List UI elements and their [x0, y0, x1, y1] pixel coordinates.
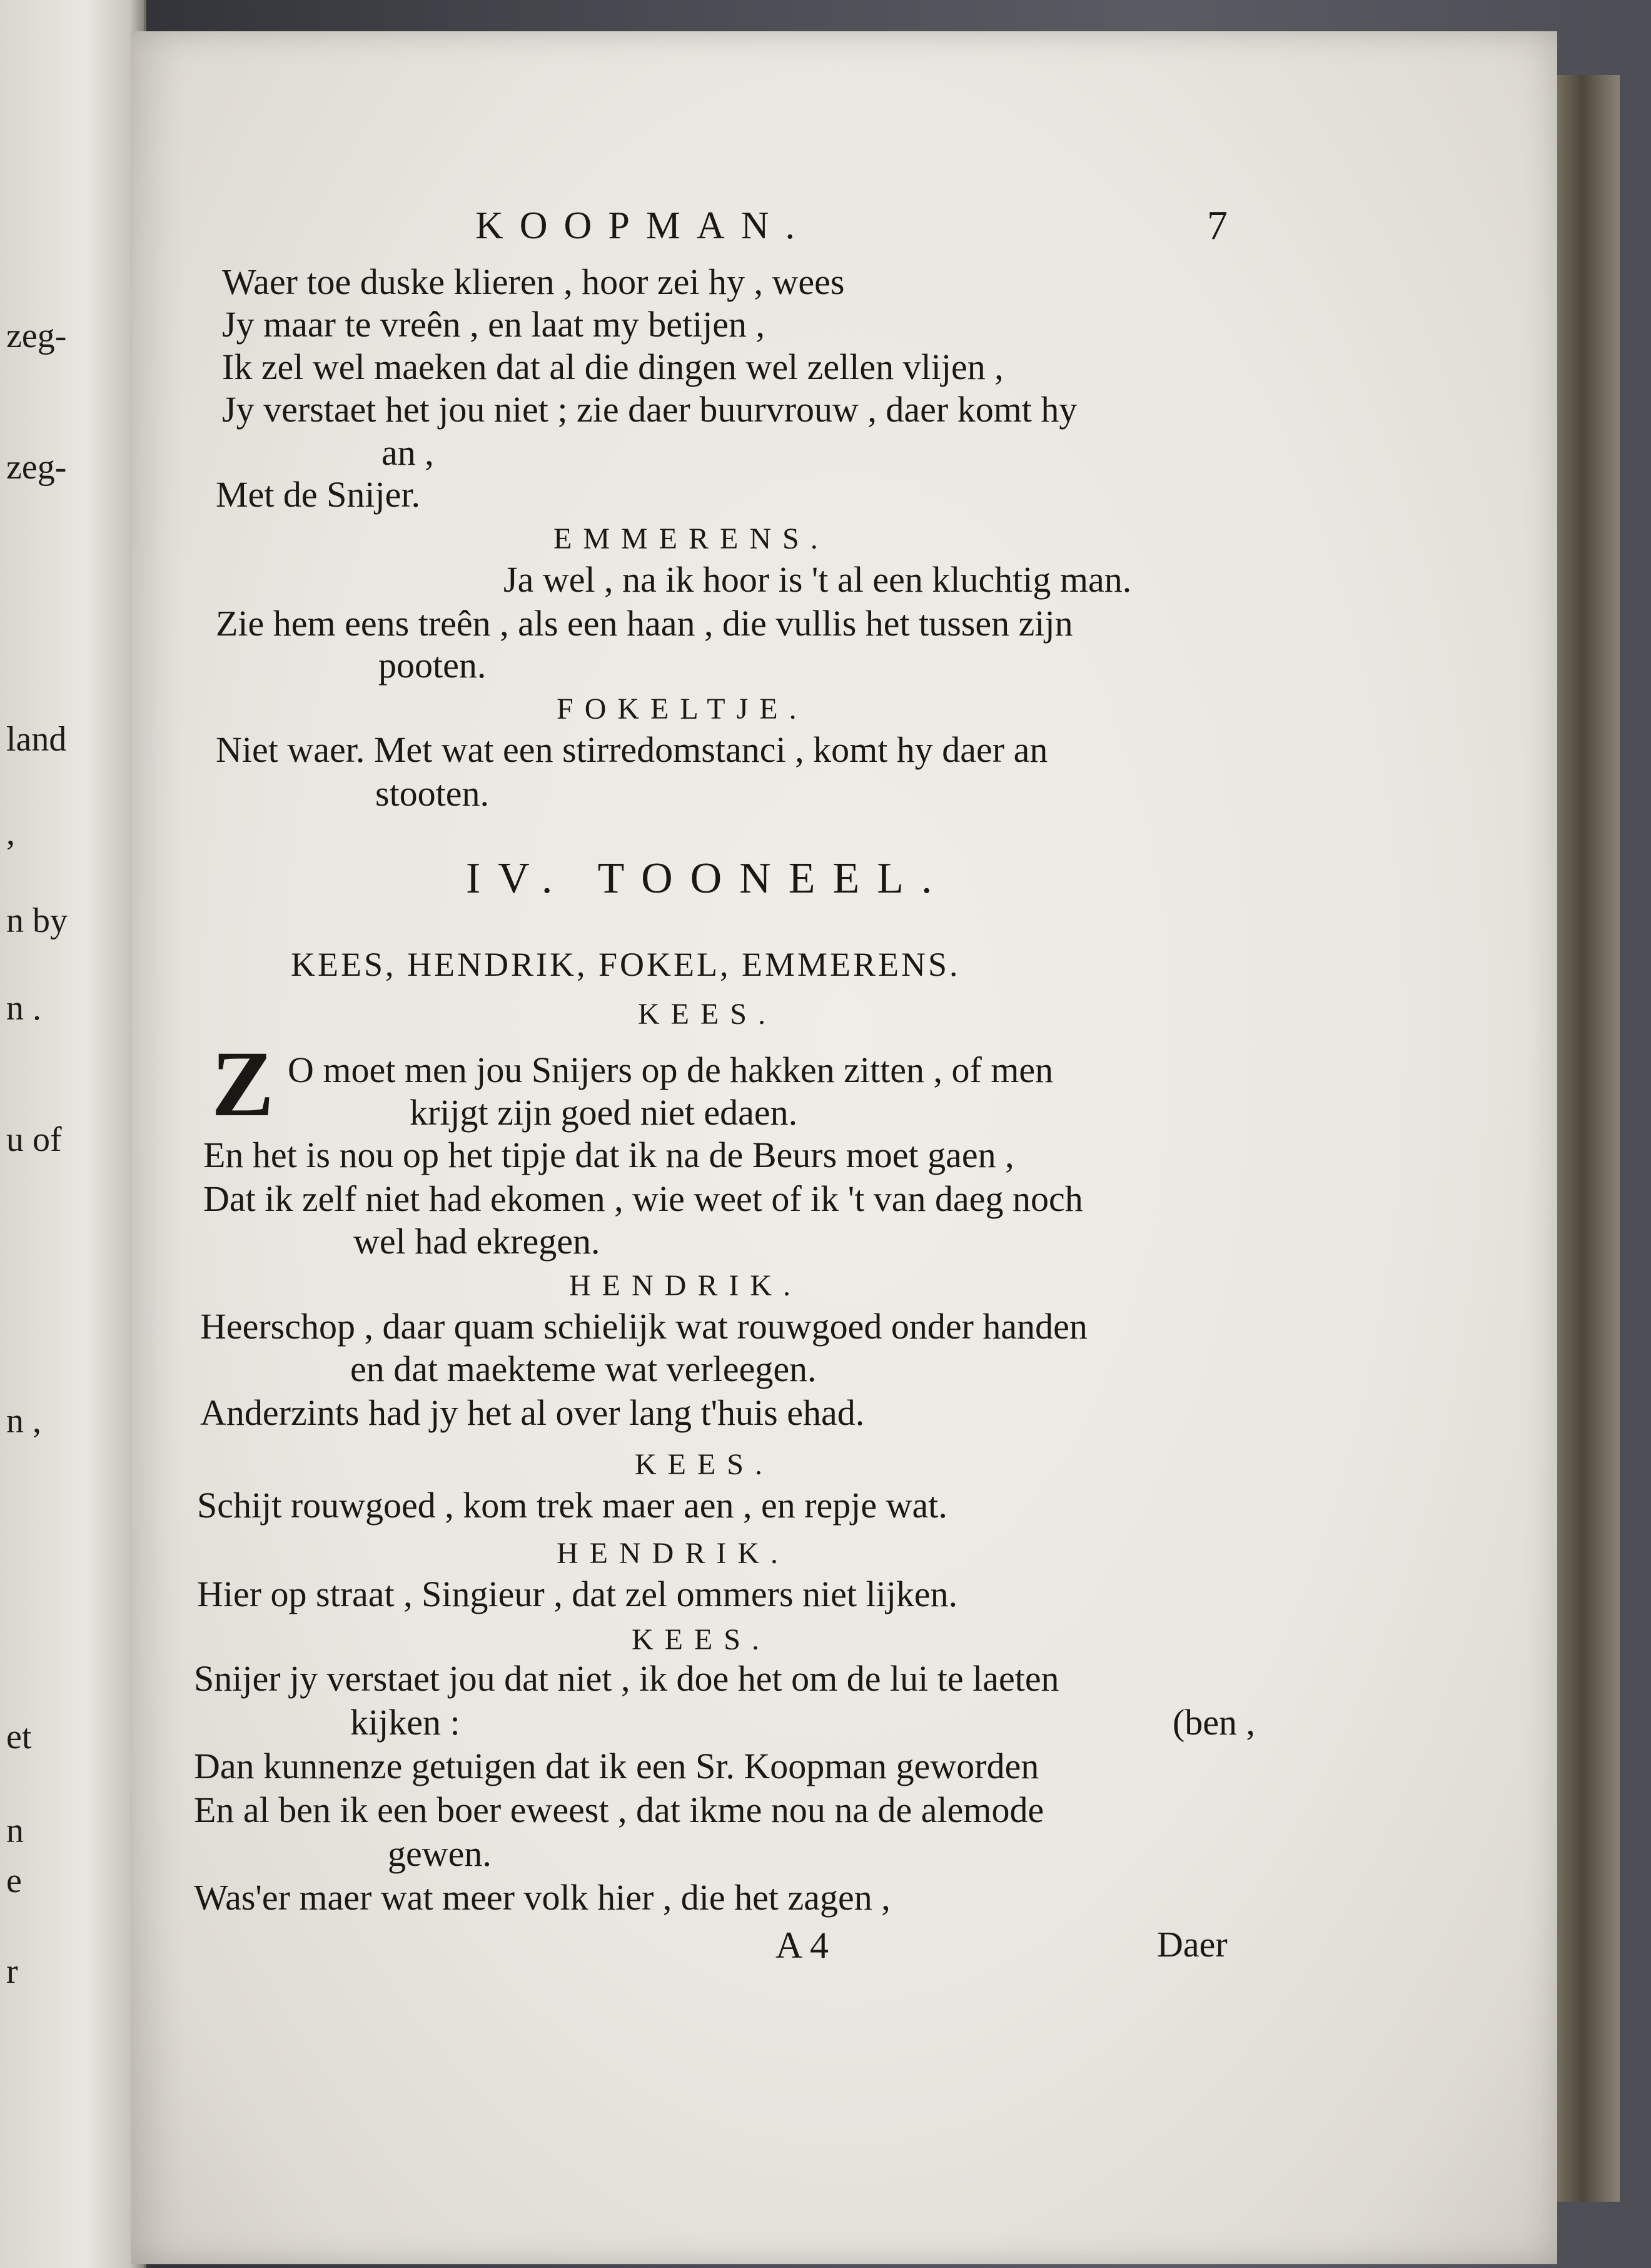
left-fragment: zeg-: [6, 448, 67, 487]
speaker-name: KEES.: [635, 1448, 774, 1481]
speaker-name: KEES.: [632, 1623, 770, 1656]
text-line: an ,: [381, 432, 434, 473]
text-line: wel had ekregen.: [353, 1221, 600, 1262]
book-page: [131, 31, 1557, 2264]
text-line: krijgt zijn goed niet edaen.: [410, 1092, 798, 1133]
text-line: Heerschop , daar quam schielijk wat rouwgoed onder handen: [200, 1306, 1088, 1347]
speaker-name: HENDRIK.: [569, 1269, 802, 1302]
text-line: Jy verstaet het jou niet ; zie daer buurvrouw , daer komt hy: [222, 389, 1078, 430]
text-line: En al ben ik een boer eweest , dat ikme nou na de alemode: [194, 1790, 1044, 1830]
text-line: Zie hem eens treên , als een haan , die vullis het tussen zijn: [216, 603, 1073, 644]
left-fragment: u of: [6, 1120, 62, 1159]
signature-mark: A 4: [775, 1925, 829, 1966]
text-line: gewen.: [388, 1833, 492, 1874]
catchword: Daer: [1157, 1924, 1228, 1965]
text-line: En het is nou op het tipje dat ik na de Beurs moet gaen ,: [203, 1135, 1014, 1175]
text-line: pooten.: [378, 645, 487, 686]
text-line: Anderzints had jy het al over lang t'huis ehad.: [200, 1392, 865, 1433]
text-line: Dan kunnenze getuigen dat ik een Sr. Koopman geworden: [194, 1746, 1039, 1786]
speaker-name: EMMERENS.: [553, 522, 829, 555]
left-fragment: n .: [6, 989, 41, 1028]
text-line: Hier op straat , Singieur , dat zel ommers niet lijken.: [197, 1574, 958, 1614]
text-line: Jy maar te vreên , en laat my betijen ,: [222, 304, 765, 345]
text-line: Was'er maer wat meer volk hier , die het zagen ,: [194, 1877, 891, 1918]
text-line: (ben ,: [1173, 1702, 1256, 1743]
left-fragment: n ,: [6, 1402, 41, 1440]
speaker-name: FOKELTJE.: [557, 692, 808, 726]
text-line: stooten.: [375, 773, 490, 814]
running-head: KOOPMAN.: [475, 205, 811, 247]
text-line: kijken :: [350, 1702, 460, 1743]
left-fragment: e: [6, 1861, 22, 1900]
left-fragment: r: [6, 1952, 18, 1991]
text-line: Ja wel , na ik hoor is 't al een kluchtig man.: [503, 559, 1132, 600]
left-fragment: land: [6, 720, 67, 759]
text-line: Ik zel wel maeken dat al die dingen wel zellen vlijen ,: [222, 347, 1004, 387]
persons-list: KEES, HENDRIK, FOKEL, EMMERENS.: [291, 946, 961, 983]
text-line: Met de Snijer.: [216, 474, 421, 515]
text-line: Dat ik zelf niet had ekomen , wie weet of ik 't van daeg noch: [203, 1178, 1083, 1219]
drop-capital: Z: [211, 1032, 275, 1136]
text-line: O moet men jou Snijers op de hakken zitten , of men: [288, 1050, 1054, 1090]
text-line: Schijt rouwgoed , kom trek maer aen , en repje wat.: [197, 1485, 947, 1526]
left-page-edge: [0, 0, 146, 2268]
speaker-name: HENDRIK.: [557, 1537, 789, 1570]
text-line: Snijer jy verstaet jou dat niet , ik doe het om de lui te laeten: [194, 1658, 1059, 1699]
scene-heading: IV. TOONEEL.: [466, 854, 950, 903]
text-line: Waer toe duske klieren , hoor zei hy , wees: [222, 261, 845, 302]
speaker-name: KEES.: [638, 998, 777, 1031]
left-fragment: n: [6, 1811, 24, 1850]
left-fragment: ,: [6, 814, 15, 853]
text-line: en dat maekteme wat verleegen.: [350, 1349, 817, 1389]
left-fragment: et: [6, 1718, 32, 1756]
page-number: 7: [1207, 203, 1228, 248]
text-line: Niet waer. Met wat een stirredomstanci , komt hy daer an: [216, 729, 1048, 770]
left-fragment: n by: [6, 901, 68, 940]
left-fragment: zeg-: [6, 316, 67, 355]
